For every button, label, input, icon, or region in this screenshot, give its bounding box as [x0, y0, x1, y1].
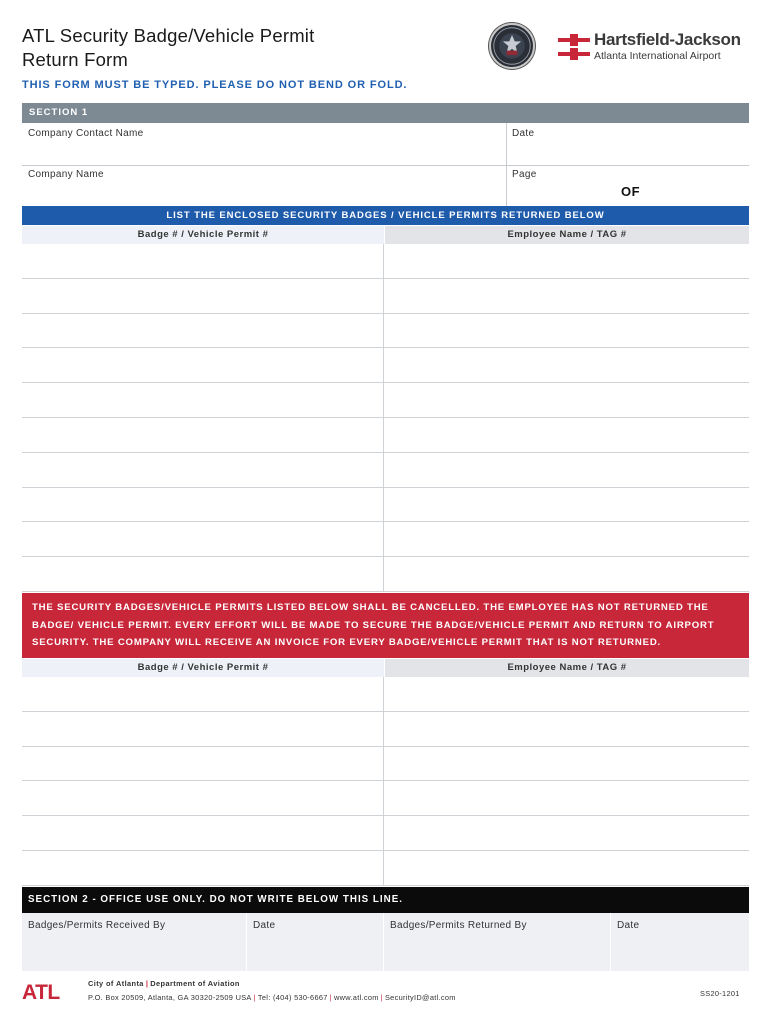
date-label: Date	[512, 128, 535, 139]
table-row	[22, 383, 749, 418]
footer-organization: City of Atlanta | Department of Aviation	[88, 979, 240, 988]
atl-logo-text: ATL	[22, 981, 60, 1002]
employee-name-cell[interactable]	[385, 244, 749, 278]
table-row	[22, 418, 749, 453]
table-row	[22, 851, 749, 886]
returned-by-field[interactable]: Badges/Permits Returned By	[384, 913, 611, 971]
badge-number-cell[interactable]	[22, 747, 384, 781]
received-date-field[interactable]: Date	[247, 913, 384, 971]
form-title	[22, 24, 314, 72]
received-by-field[interactable]: Badges/Permits Received By	[22, 913, 247, 971]
cancelled-col-employee: Employee Name / TAG #	[385, 659, 749, 677]
table-row	[22, 712, 749, 747]
table-row	[22, 816, 749, 851]
returned-col-employee: Employee Name / TAG #	[385, 226, 749, 244]
footer-website[interactable]: www.atl.com	[333, 993, 379, 1002]
employee-name-cell[interactable]	[385, 314, 749, 348]
employee-name-cell[interactable]	[385, 453, 749, 487]
badge-number-cell[interactable]	[22, 522, 384, 556]
badge-number-cell[interactable]	[22, 244, 384, 278]
badge-number-cell[interactable]	[22, 314, 384, 348]
section2-header: SECTION 2 - OFFICE USE ONLY. DO NOT WRITE BELOW THIS LINE.	[22, 887, 749, 913]
table-row	[22, 279, 749, 314]
footer-email[interactable]: SecurityID@atl.com	[384, 993, 456, 1002]
typing-notice: THIS FORM MUST BE TYPED. PLEASE DO NOT BEND OR FOLD.	[22, 79, 408, 91]
logo-subtitle: Atlanta International Airport	[594, 50, 721, 62]
badge-number-cell[interactable]	[22, 851, 384, 885]
table-row	[22, 557, 749, 592]
badge-number-cell[interactable]	[22, 488, 384, 522]
employee-name-cell[interactable]	[385, 851, 749, 885]
employee-name-cell[interactable]	[385, 348, 749, 382]
employee-name-cell[interactable]	[385, 557, 749, 591]
table-row	[22, 677, 749, 712]
badge-number-cell[interactable]	[22, 712, 384, 746]
badge-number-cell[interactable]	[22, 383, 384, 417]
table-row	[22, 781, 749, 816]
form-title-line2: Return Form	[22, 49, 129, 70]
cancelled-table	[22, 677, 749, 886]
employee-name-cell[interactable]	[385, 488, 749, 522]
table-row	[22, 522, 749, 557]
cancellation-notice: THE SECURITY BADGES/VEHICLE PERMITS LISTED BELOW SHALL BE CANCELLED. THE EMPLOYEE HAS NOT RETURNED THE BADGE/ VEHICLE PERMIT. EVERY EFFORT WILL BE MADE TO SECURE THE BADGE/VEHICLE PERMIT AND RETURN TO AIRPORT SECURITY. THE COMPANY WILL RECEIVE AN INVOICE FOR EVERY BADGE/VEHICLE PERMIT THAT IS NOT RETURNED.	[22, 593, 749, 658]
footer-address: P.O. Box 20509, Atlanta, GA 30320-2509 USA	[88, 993, 252, 1002]
employee-name-cell[interactable]	[385, 747, 749, 781]
airport-logo	[556, 30, 752, 64]
employee-name-cell[interactable]	[385, 522, 749, 556]
table-row	[22, 244, 749, 279]
employee-name-cell[interactable]	[385, 781, 749, 815]
section1-header: SECTION 1	[22, 103, 749, 123]
returned-date-field[interactable]: Date	[611, 913, 749, 971]
form-title-line1: ATL Security Badge/Vehicle Permit	[22, 25, 315, 46]
company-name-label: Company Name	[28, 169, 104, 180]
city-seal-icon	[489, 23, 535, 69]
badge-number-cell[interactable]	[22, 418, 384, 452]
badge-number-cell[interactable]	[22, 557, 384, 591]
table-row	[22, 314, 749, 349]
table-row	[22, 453, 749, 488]
employee-name-cell[interactable]	[385, 712, 749, 746]
returned-banner: LIST THE ENCLOSED SECURITY BADGES / VEHICLE PERMITS RETURNED BELOW	[22, 206, 749, 225]
badge-number-cell[interactable]	[22, 279, 384, 313]
footer-contact: P.O. Box 20509, Atlanta, GA 30320-2509 USA | Tel: (404) 530-6667 | www.atl.com | SecurityID@atl.com	[88, 993, 456, 1002]
page-of-label: OF	[621, 184, 641, 199]
office-use-grid	[22, 913, 749, 971]
atl-logo-icon	[22, 980, 76, 1002]
footer-department: Department of Aviation	[150, 979, 240, 988]
employee-name-cell[interactable]	[385, 418, 749, 452]
employee-name-cell[interactable]	[385, 677, 749, 711]
logo-name: Hartsfield-Jackson	[594, 30, 741, 49]
divider	[22, 165, 749, 166]
footer-city: City of Atlanta	[88, 979, 144, 988]
returned-col-badge: Badge # / Vehicle Permit #	[22, 226, 384, 244]
badge-number-cell[interactable]	[22, 348, 384, 382]
employee-name-cell[interactable]	[385, 383, 749, 417]
employee-name-cell[interactable]	[385, 279, 749, 313]
airport-logo-icon	[556, 30, 592, 64]
badge-number-cell[interactable]	[22, 816, 384, 850]
returned-table	[22, 244, 749, 592]
table-row	[22, 747, 749, 782]
badge-number-cell[interactable]	[22, 781, 384, 815]
form-code: SS20-1201	[700, 989, 740, 998]
table-row	[22, 488, 749, 523]
page-label: Page	[512, 169, 537, 180]
footer-phone: Tel: (404) 530-6667	[257, 993, 328, 1002]
badge-number-cell[interactable]	[22, 453, 384, 487]
employee-name-cell[interactable]	[385, 816, 749, 850]
cancelled-col-badge: Badge # / Vehicle Permit #	[22, 659, 384, 677]
table-row	[22, 348, 749, 383]
company-contact-label: Company Contact Name	[28, 128, 144, 139]
badge-number-cell[interactable]	[22, 677, 384, 711]
